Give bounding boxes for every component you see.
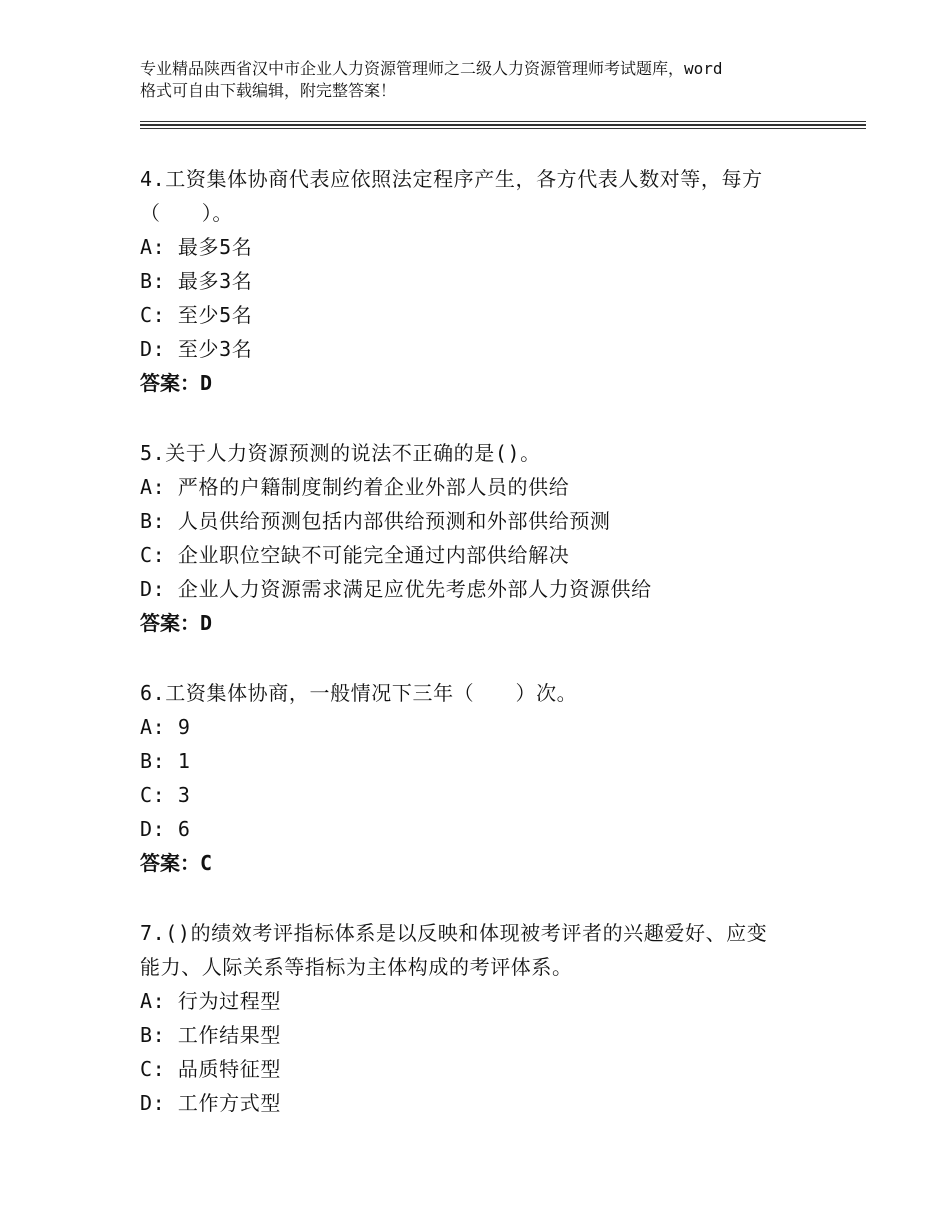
option-d: D: 企业人力资源需求满足应优先考虑外部人力资源供给 [140,577,652,601]
header-divider-top [140,121,866,122]
answer-label: 答案：C [140,851,213,875]
header-divider-bottom [140,128,866,129]
option-a: A: 最多5名 [140,235,253,259]
question-7 [140,916,840,1120]
option-d: D: 至少3名 [140,337,253,361]
answer-label: 答案：D [140,371,213,395]
option-a: A: 行为过程型 [140,989,281,1013]
answer-label: 答案：D [140,611,213,635]
option-d: D: 6 [140,817,191,841]
header-line-1: 专业精品陕西省汉中市企业人力资源管理师之二级人力资源管理师考试题库，word [140,59,723,78]
question-stem-line: 能力、人际关系等指标为主体构成的考评体系。 [140,955,573,979]
option-a: A: 9 [140,715,191,739]
option-a: A: 严格的户籍制度制约着企业外部人员的供给 [140,475,570,499]
option-c: C: 品质特征型 [140,1057,281,1081]
option-d: D: 工作方式型 [140,1091,281,1115]
question-stem-line: 4.工资集体协商代表应依照法定程序产生，各方代表人数对等，每方 [140,167,763,191]
option-c: C: 3 [140,783,191,807]
question-stem-line: 6.工资集体协商，一般情况下三年（ ）次。 [140,681,578,705]
option-b: B: 1 [140,749,191,773]
header-line-2: 格式可自由下载编辑，附完整答案！ [140,81,397,100]
header-divider-middle [140,124,866,126]
option-b: B: 工作结果型 [140,1023,281,1047]
question-list [140,162,840,1156]
question-stem-line: 7.()的绩效考评指标体系是以反映和体现被考评者的兴趣爱好、应变 [140,921,768,945]
question-stem-line: 5.关于人力资源预测的说法不正确的是()。 [140,441,541,465]
question-stem-line: （ ）。 [140,201,233,225]
question-5 [140,436,840,640]
document-header [140,58,840,102]
option-c: C: 企业职位空缺不可能完全通过内部供给解决 [140,543,570,567]
option-c: C: 至少5名 [140,303,253,327]
option-b: B: 最多3名 [140,269,253,293]
question-6 [140,676,840,880]
question-4 [140,162,840,400]
option-b: B: 人员供给预测包括内部供给预测和外部供给预测 [140,509,611,533]
